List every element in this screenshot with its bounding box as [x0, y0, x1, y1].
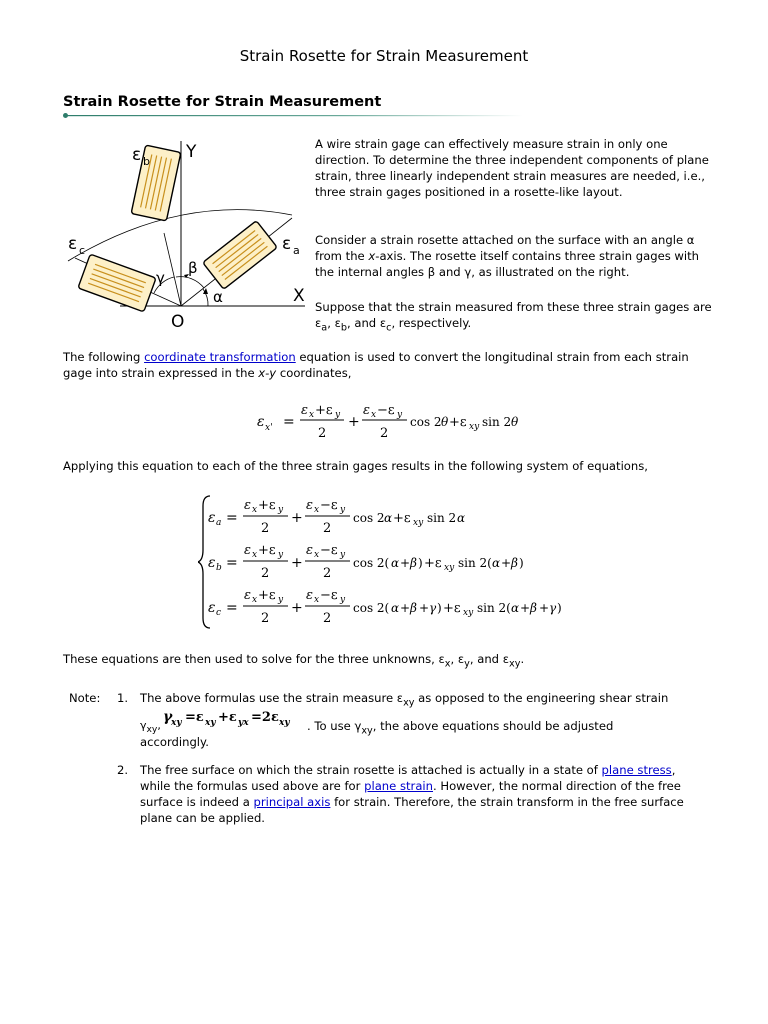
- svg-text:α: α: [457, 511, 466, 525]
- svg-text:+: +: [400, 601, 411, 615]
- svg-text:xy: xy: [413, 518, 424, 528]
- svg-text:+ε: +ε: [449, 415, 467, 430]
- diagram-label-ea-sub: a: [293, 244, 300, 257]
- svg-text:x: x: [371, 410, 377, 420]
- svg-text:β: β: [511, 556, 518, 570]
- diagram-label-y: Y: [186, 142, 197, 162]
- note-1-line-2: . To use $\gamma_{xy}$, the above equations should be adjusted: [307, 719, 614, 737]
- coordinate-transformation-link[interactable]: coordinate transformation: [144, 350, 296, 364]
- svg-text:α: α: [384, 511, 393, 525]
- svg-text:y: y: [278, 595, 284, 605]
- plane-stress-link[interactable]: plane stress: [601, 763, 672, 777]
- svg-text:+: +: [400, 556, 411, 570]
- svg-text:α: α: [391, 556, 400, 570]
- svg-text:β: β: [410, 601, 417, 615]
- svg-text:+ε: +ε: [443, 601, 461, 616]
- svg-text:ε: ε: [208, 510, 216, 526]
- svg-text:γ: γ: [163, 709, 173, 725]
- svg-text:2: 2: [318, 426, 327, 441]
- svg-text:ε: ε: [363, 403, 370, 418]
- svg-text:y: y: [278, 505, 284, 515]
- transformation-equation: [255, 398, 530, 444]
- svg-text:+: +: [520, 601, 531, 615]
- svg-text:xy: xy: [463, 608, 474, 618]
- plane-strain-link[interactable]: plane strain: [364, 779, 433, 793]
- svg-text:=: =: [226, 600, 238, 616]
- svg-text:b: b: [216, 563, 222, 573]
- diagram-label-x: X: [293, 286, 305, 306]
- svg-text:2: 2: [261, 611, 270, 626]
- intro-paragraph-1: A wire strain gage can effectively measure strain in only one direction. To determine the three independent components of plane strain, three linearly independent strain measures are needed, i.e., three strain gages positioned in a rosette-like layout.: [315, 137, 709, 199]
- svg-text:ε: ε: [306, 543, 313, 558]
- svg-text:=2ε: =2ε: [251, 710, 279, 725]
- svg-text:ε: ε: [208, 555, 216, 571]
- svg-text:y: y: [397, 410, 403, 420]
- svg-text:β: β: [530, 601, 537, 615]
- page-title: Strain Rosette for Strain Measurement: [239, 47, 529, 65]
- system-of-equations: [198, 492, 598, 632]
- svg-text:2: 2: [323, 611, 332, 626]
- diagram-label-ec: ε: [68, 234, 78, 254]
- diagram-label-gamma: γ: [156, 269, 165, 287]
- svg-text:x': x': [265, 423, 273, 433]
- svg-text:sin 2: sin 2: [427, 511, 457, 525]
- svg-text:β: β: [410, 556, 417, 570]
- svg-text:cos 2: cos 2: [410, 415, 442, 429]
- svg-text:yx: yx: [238, 718, 249, 728]
- note-2-text: The free surface on which the strain rosette is attached is actually in a state of plane stress, while the formulas used above are for plane strain. However, the normal direction of the free surface is indeed a principal axis for strain. Therefore, the strain transform in the free surface plane can be applied.: [140, 763, 684, 825]
- intro-paragraph-2: Consider a strain rosette attached on the surface with an angle α from the x-axis. The rosette itself contains three strain gages with the internal angles β and γ, as illustrated on the right.: [315, 233, 700, 279]
- transform-paragraph: The following coordinate transformation equation is used to convert the longitudinal strain from each strain gage into strain expressed in the x-y coordinates,: [63, 350, 689, 380]
- svg-text:xy: xy: [444, 563, 455, 573]
- svg-text:+ε: +ε: [258, 498, 276, 513]
- note-2-number: 2.: [117, 763, 129, 777]
- diagram-label-eb: ε: [132, 145, 142, 165]
- svg-text:=ε: =ε: [185, 710, 204, 725]
- solve-paragraph: These equations are then used to solve for the three unknowns, $\varepsilon_x$, $\varepsilon_y$, and $\varepsilon_{xy}$.: [63, 652, 525, 670]
- svg-text:cos 2(: cos 2(: [353, 601, 390, 615]
- diagram-label-alpha: α: [213, 288, 223, 306]
- svg-text:c: c: [216, 608, 222, 618]
- svg-text:x: x: [252, 550, 258, 560]
- note-1-line-1: The above formulas use the strain measure $\varepsilon_{xy}$ as opposed to the engineering shear strain: [140, 691, 669, 709]
- svg-text:θ: θ: [511, 415, 519, 429]
- svg-text:cos 2(: cos 2(: [353, 556, 390, 570]
- svg-text:ε: ε: [244, 498, 251, 513]
- diagram-label-ec-sub: c: [79, 244, 86, 257]
- svg-text:+: +: [539, 601, 550, 615]
- svg-text:): ): [418, 556, 423, 570]
- svg-text:=: =: [226, 555, 238, 571]
- note-1-line-3: accordingly.: [140, 735, 209, 749]
- svg-text:α: α: [511, 601, 520, 615]
- svg-text:+ε: +ε: [424, 556, 442, 571]
- svg-text:+: +: [291, 555, 303, 571]
- svg-text:θ: θ: [441, 415, 449, 429]
- svg-text:−ε: −ε: [320, 543, 338, 558]
- svg-text:x: x: [314, 550, 320, 560]
- svg-text:−ε: −ε: [320, 498, 338, 513]
- strain-rosette-diagram: [60, 133, 315, 333]
- svg-text:x: x: [309, 410, 315, 420]
- svg-text:+: +: [348, 414, 360, 430]
- diagram-label-ea: ε: [282, 234, 292, 254]
- svg-text:γ: γ: [429, 601, 437, 615]
- svg-text:y: y: [278, 550, 284, 560]
- svg-text:y: y: [340, 550, 346, 560]
- svg-text:xy: xy: [469, 422, 480, 432]
- svg-text:2: 2: [380, 426, 389, 441]
- diagram-label-eb-sub: b: [143, 155, 150, 168]
- svg-text:−ε: −ε: [320, 588, 338, 603]
- svg-text:α: α: [492, 556, 501, 570]
- svg-text:xy: xy: [171, 718, 182, 728]
- svg-text:ε: ε: [244, 588, 251, 603]
- section-heading: Strain Rosette for Strain Measurement: [63, 94, 382, 110]
- svg-text:ε: ε: [306, 498, 313, 513]
- svg-text:): ): [519, 556, 524, 570]
- diagram-label-beta: β: [188, 259, 198, 277]
- svg-text:xy: xy: [205, 718, 216, 728]
- svg-text:a: a: [216, 518, 222, 528]
- svg-text:ε: ε: [301, 403, 308, 418]
- system-paragraph: Applying this equation to each of the three strain gages results in the following system of equations,: [63, 459, 648, 473]
- svg-text:ε: ε: [306, 588, 313, 603]
- svg-text:x: x: [252, 595, 258, 605]
- svg-text:=: =: [226, 510, 238, 526]
- principal-axis-link[interactable]: principal axis: [253, 795, 331, 809]
- svg-text:−ε: −ε: [377, 403, 395, 418]
- note-1-gamma: $\gamma_{xy}$,: [140, 719, 161, 736]
- svg-text:2: 2: [323, 566, 332, 581]
- note-1-number: 1.: [117, 691, 129, 705]
- svg-text:+ε: +ε: [258, 588, 276, 603]
- svg-text:2: 2: [323, 521, 332, 536]
- diagram-label-o: O: [171, 312, 185, 332]
- svg-text:): ): [557, 601, 562, 615]
- svg-text:+ε: +ε: [258, 543, 276, 558]
- svg-text:α: α: [391, 601, 400, 615]
- heading-rule: [63, 113, 523, 118]
- svg-text:sin 2(: sin 2(: [458, 556, 492, 570]
- svg-text:+ε: +ε: [315, 403, 333, 418]
- svg-text:+: +: [291, 600, 303, 616]
- svg-text:=: =: [283, 414, 295, 430]
- svg-text:y: y: [340, 595, 346, 605]
- svg-text:+: +: [501, 556, 512, 570]
- svg-text:cos 2: cos 2: [353, 511, 385, 525]
- svg-text:x: x: [314, 595, 320, 605]
- svg-text:): ): [437, 601, 442, 615]
- svg-text:γ: γ: [549, 601, 557, 615]
- svg-text:2: 2: [261, 566, 270, 581]
- svg-text:ε: ε: [257, 414, 265, 430]
- svg-text:y: y: [340, 505, 346, 515]
- svg-text:ε: ε: [244, 543, 251, 558]
- svg-text:sin 2(: sin 2(: [477, 601, 511, 615]
- shear-strain-equation: [163, 705, 309, 731]
- svg-text:xy: xy: [279, 718, 290, 728]
- svg-text:x: x: [252, 505, 258, 515]
- svg-text:+ε: +ε: [393, 511, 411, 526]
- intro-paragraph-3: Suppose that the strain measured from these three strain gages are $\varepsilon_a$, $\varepsilon_b$, and $\varepsilon_c$, respectively.: [315, 300, 712, 334]
- svg-text:+: +: [291, 510, 303, 526]
- svg-text:ε: ε: [208, 600, 216, 616]
- svg-text:sin 2: sin 2: [482, 415, 512, 429]
- svg-text:+: +: [419, 601, 430, 615]
- svg-text:+ε: +ε: [218, 710, 237, 725]
- svg-text:2: 2: [261, 521, 270, 536]
- note-label: Note:: [69, 691, 101, 705]
- svg-text:y: y: [335, 410, 341, 420]
- svg-text:x: x: [314, 505, 320, 515]
